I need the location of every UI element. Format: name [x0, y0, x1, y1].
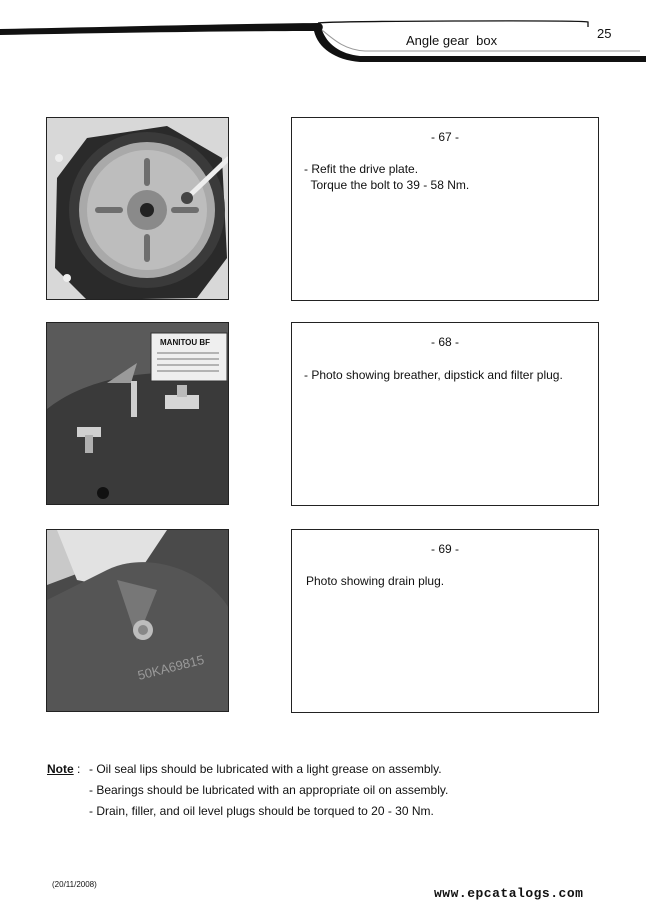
note-label: Note [47, 762, 74, 776]
step-box-69 [291, 529, 599, 713]
note-item: - Oil seal lips should be lubricated with a light grease on assembly. [89, 762, 442, 776]
step-box-68 [291, 322, 599, 506]
note-item: - Drain, filler, and oil level plugs should be torqued to 20 - 30 Nm. [89, 804, 434, 818]
step-text: - Refit the drive plate. Torque the bolt to 39 - 58 Nm. [304, 162, 470, 192]
footer-url[interactable]: www.epcatalogs.com [434, 886, 584, 901]
note-item: - Bearings should be lubricated with an appropriate oil on assembly. [89, 783, 449, 797]
svg-text:MANITOU BF: MANITOU BF [160, 338, 211, 347]
photo-drain-plug [46, 529, 229, 712]
note-items [89, 759, 448, 822]
step-number: - 69 - [430, 542, 459, 556]
photo-breather-dipstick [46, 322, 229, 505]
footer-date: (20/11/2008) [52, 880, 97, 889]
note-section [47, 759, 448, 822]
header-title: Angle gear box [406, 33, 498, 48]
step-number: - 67 - [430, 130, 459, 144]
step-box-67 [291, 117, 599, 301]
step-number: - 68 - [430, 335, 459, 349]
step-text: Photo showing drain plug. [306, 574, 445, 588]
header-swoosh [0, 0, 646, 70]
page-number: 25 [597, 26, 612, 41]
svg-text:50KA69815: 50KA69815 [136, 651, 206, 683]
step-text: - Photo showing breather, dipstick and filter plug. [304, 368, 563, 382]
note-label-wrapper [47, 759, 89, 822]
photo-drive-plate [46, 117, 229, 300]
note-separator: : [77, 762, 81, 776]
